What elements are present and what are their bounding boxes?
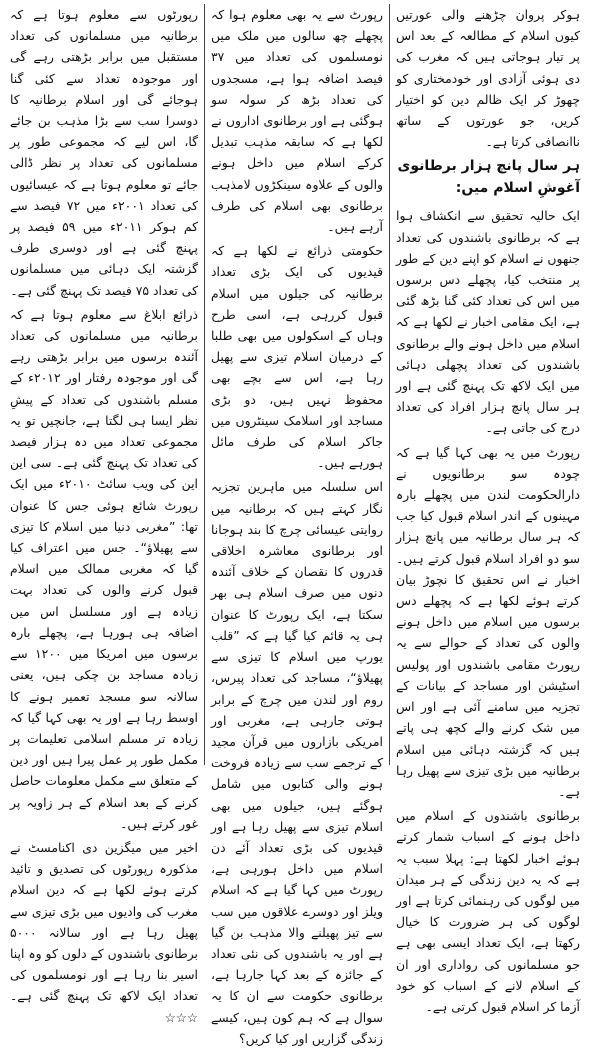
end-of-article-stars: ☆☆☆ — [164, 1009, 198, 1025]
paragraph: ہوکر پروان چڑھنے والی عورتیں کیوں اسلام کے مطالعہ کے بعد اس پر تیار ہوجاتی ہیں کہ مغرب کی دی ہوئی آزادی اور خودمختاری کو چھوڑ کر ایک ظالم دین کو اختیار کریں، جو عورتوں کے ساتھ ناانصافی کرتا ہے۔ — [396, 7, 580, 150]
section-heading: ہر سال پانچ ہزار برطانوی آغوشِ اسلام میں: — [397, 158, 580, 197]
paragraph: برطانوی باشندوں کے اسلام میں داخل ہونے کے اسباب شمار کرتے ہوئے اخبار لکھتا ہے: پہلا سبب یہ ہے کہ یہ دین زندگی کے ہر میدان میں لوگوں کی رہنمائی کرتا ہے اور لوگوں کی ہر ضرورت کا خیال رکھتا ہے، ایک تعداد ایسی بھی ہے جو مسلمانوں کی رواداری اور ان کے اسلام لانے کے اسباب کو خود آزما کر اسلام قبول کرتی ہے۔ — [396, 808, 580, 1014]
paragraph: ایک حالیہ تحقیق سے انکشاف ہوا ہے کہ برطانوی باشندوں کی تعداد جنھوں نے اسلام کو اپنے دین کے طور پر منتخب کیا، پچھلے دس برسوں میں اس کی تعداد کئی گنا بڑھ گئی ہے، ایک مقامی اخبار نے لکھا ہے کہ اسلام میں داخل ہونے والے برطانوی باشندوں کی تعداد پچھلی دہائی میں ایک لاکھ تک پہنچ گئی ہے اور ہر سال پانچ ہزار افراد کی تعداد درج کی جاتی ہے۔ — [396, 208, 580, 436]
article-column-right — [390, 4, 586, 1014]
paragraph: رپورٹ میں یہ بھی کہا گیا ہے کہ چودہ سو برطانویوں نے دارالحکومت لندن میں پچھلے بارہ مہینوں کے اندر اسلام قبول کیا جب کہ ہر سال برطانیہ میں پانچ ہزار سو دو افراد اسلام قبول کرتے ہیں۔ اخبار نے اس تحقیق کا نچوڑ بیان کرتے ہوئے لکھا ہے کہ پچھلے دس برسوں میں اسلام میں داخل ہونے والوں کی تعداد کے حوالے سے یہ رپورٹ مقامی باشندوں اور پولیس اسٹیشن اور مساجد کے بیانات کے تجزیہ میں سامنے آئی ہے اور اس میں شک کرنے والے کچھ ہی پاتے ہیں کہ گزشتہ دہائی میں اسلام برطانیہ میں بڑی تیزی سے پھیل رہا ہے۔ — [396, 444, 580, 799]
article-column-left — [4, 4, 204, 1025]
paragraph: حکومتی ذرائع نے لکھا ہے کہ قیدیوں کی ایک بڑی تعداد برطانیہ کی جیلوں میں اسلام قبول کررہی ہے، اسی طرح وہاں کے اسکولوں میں بھی طلبا کے درمیان اسلام تیزی سے پھیل رہا ہے، اس سے بچے بھی محفوظ نہیں ہیں، دو بڑی مساجد اور اسلامک سینٹروں میں جاکر اسلام کی طرف مائل ہورہے ہیں۔ — [211, 243, 383, 471]
paragraph-text: اخیر میں میگزین دی اکنامسٹ نے مذکورہ رپورٹوں کی تصدیق و تائید کرتے ہوئے لکھا ہے کہ دین اسلام مغرب کی وادیوں میں بڑی تیزی سے پھیل رہا ہے اور سالانہ ۵۰۰۰ برطانوی باشندوں کے دلوں کو وہ اپنا اسیر بنا رہا ہے اور نومسلموں کی تعداد ایک لاکھ تک پہنچ گئی ہے۔ — [10, 839, 198, 1004]
paragraph: رپورٹوں سے معلوم ہوتا ہے کہ برطانیہ میں مسلمانوں کی تعداد مستقبل میں برابر بڑھتی رہے گی اور موجودہ تعداد سے کئی گنا ہوجائے گی اور اسلام برطانیہ کا دوسرا سب سے بڑا مذہب بن جائے گا، اس لیے کہ مجموعی طور پر مسلمانوں کی تعداد پر نظر ڈالی جائے تو معلوم ہوتا ہے کہ عیسائیوں کی تعداد ۲۰۰۱ء میں ۷۲ فیصد سے کم ہوکر ۲۰۱۱ء میں ۵۹ فیصد پر پہنچ گئی ہے اور دوسری طرف گزشتہ ایک دہائی میں مسلمانوں کی تعداد ۷۵ فیصد تک پہنچ گئی ہے۔ — [10, 7, 199, 298]
paragraph: اس سلسلہ میں ماہرین تجزیہ نگار کہتے ہیں کہ برطانیہ میں روایتی عیسائی چرچ کا بند ہوجانا اور برطانوی معاشرہ اخلاقی قدروں کا نقصان کے خلاف آئندہ دنوں میں صرف اسلام ہی بھر سکتا ہے، ایک رپورٹ کا عنوان ہی یہ قائم کیا گیا ہے کہ ”قلب یورپ میں اسلام کا تیزی سے پھیلاؤ“، مساجد کی تعداد پیرس، روم اور لندن میں چرچ کے برابر ہوتی جارہی ہے، مغربی اور امریکی بازاروں میں قرآن مجید کے ترجمے سب سے زیادہ فروخت ہونے والی کتابوں میں شامل ہوگئے ہیں، جیلوں میں بھی اسلام تیزی سے پھیل رہا ہے اور قیدیوں کی بڑی تعداد آئے دن اسلام میں داخل ہورہی ہے، رپورٹ میں کہا گیا ہے کہ اسلام ویلز اور دوسرے علاقوں میں سب سے تیز پھیلنے والا مذہب بن گیا ہے اور یہ باشندوں کی نئی تعداد کے جائزہ کے بعد کہا جارہا ہے، برطانوی حکومت سے ان کا یہ سوال ہے کہ ہم کون ہیں، کیسے زندگی گزاریں اور کیا کریں؟ — [211, 479, 383, 1046]
article-column-middle — [204, 4, 390, 1046]
paragraph: ذرائع ابلاغ سے معلوم ہوتا ہے کہ برطانیہ میں مسلمانوں کی تعداد آئندہ برسوں میں برابر بڑھتی رہے گی اور موجودہ رفتار اور ۲۰۱۲ء کے مسلم باشندوں کی تعداد کے پیشِ نظر ایسا ہی لگتا ہے، جانچیں تو یہ مجموعی تعداد میں دہ ہزار فیصد کی تعداد تک پہنچ گئی ہے۔ سی این این کی ویب سائٹ ۲۰۱۰ء میں ایک رپورٹ شائع ہوئی جس کا عنوان تھا: ”مغربی دنیا میں اسلام کا تیزی سے پھیلاؤ“۔ جس میں اعتراف کیا گیا کہ مغربی ممالک میں اسلام قبول کرنے والوں کی تعداد بہت زیادہ ہے اور مسلسل اس میں اضافہ ہی ہورہا ہے، پچھلے بارہ برسوں میں امریکا میں ۱۲۰۰ سے زیادہ مساجد بن چکی ہیں، یعنی سالانہ سو مسجد تعمیر ہونے کا اوسط رہا ہے اور یہ بھی کہا گیا کہ زیادہ تر مسلم اسلامی تعلیمات پر مکمل طور پر عمل پیرا ہیں اور دین کے متعلق سے مکمل معلومات حاصل کرنے کے بعد اسلام کے ہر زاویہ پر غور کرتے ہیں۔ — [10, 306, 198, 831]
paragraph — [10, 837, 198, 1028]
paragraph: رپورٹ سے یہ بھی معلوم ہوا کہ پچھلے چھ سالوں میں ملک میں نومسلموں کی تعداد میں ۳۷ فیصد اضافہ ہوا ہے، مسجدوں کی تعداد بڑھ کر سولہ سو ہوگئی ہے اور برطانوی اداروں نے لکھا ہے کہ سابقہ مذہب تبدیل کرکے اسلام میں داخل ہونے والوں کے علاوہ سینکڑوں لامذہب برطانوی بھی اسلام کی طرف آرہے ہیں۔ — [211, 7, 383, 235]
